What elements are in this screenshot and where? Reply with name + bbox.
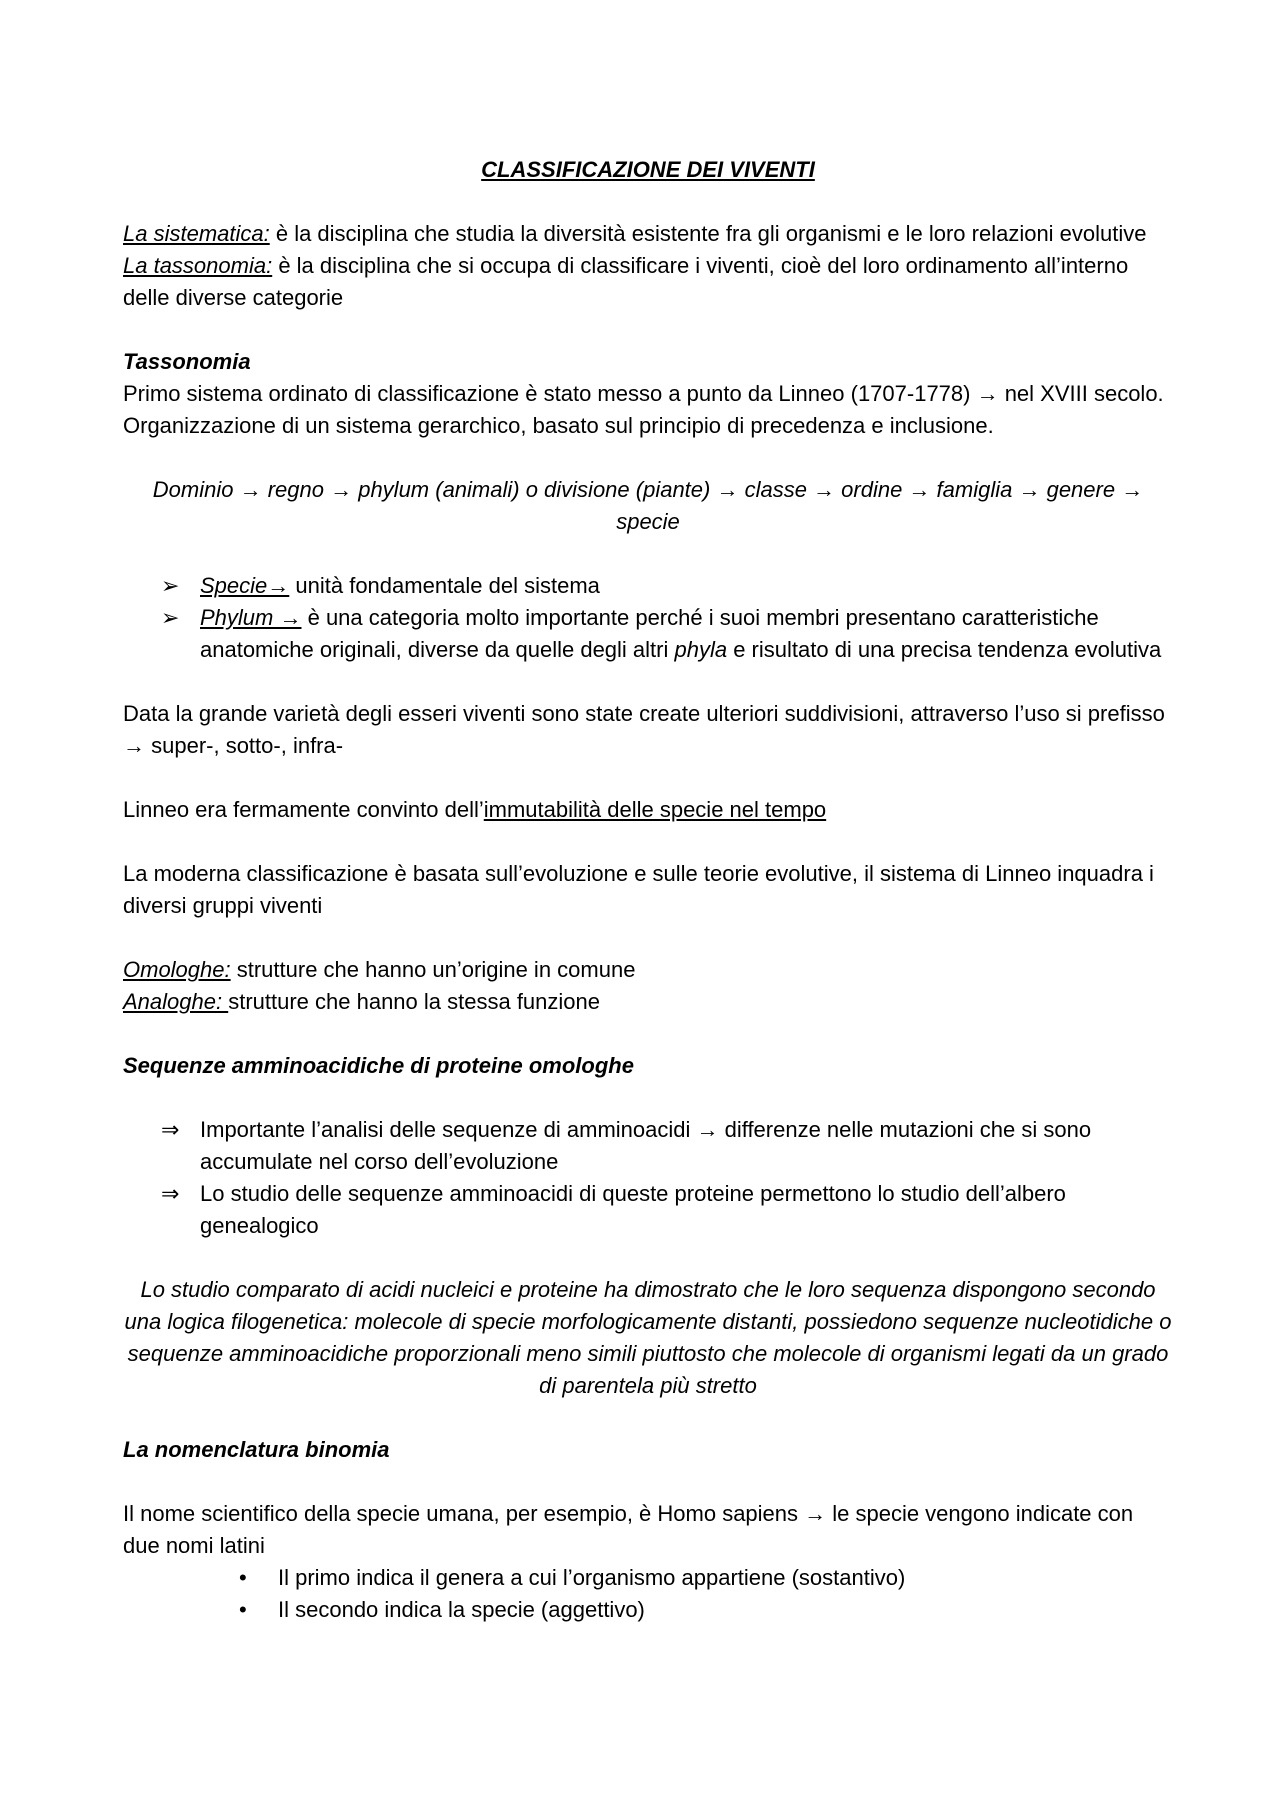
- phylum-text: è una categoria molto importante perché i suoi membri presentano caratteristiche anatomiche originali, diverse da quelle degli altri: [200, 605, 1099, 662]
- nomenclatura-list: [123, 1562, 1173, 1626]
- list-item-text: Lo studio delle sequenze amminoacidi di queste proteine permettono lo studio dell’albero genealogico: [200, 1181, 1066, 1238]
- phyla-word: phyla: [674, 637, 728, 662]
- analoghe-term: Analoghe:: [123, 989, 229, 1014]
- phylum-term: Phylum →: [200, 605, 302, 630]
- list-item-text: Il primo indica il genera a cui l’organismo appartiene (sostantivo): [278, 1565, 906, 1590]
- hierarchy-line: Dominio → regno → phylum (animali) o divisione (piante) → classe → ordine → famiglia → genere → specie: [152, 477, 1144, 534]
- analoghe-text: strutture che hanno la stessa funzione: [228, 989, 600, 1014]
- nomenclatura-paragraph: Il nome scientifico della specie umana, per esempio, è Homo sapiens → le specie vengono indicate con due nomi latini: [123, 1501, 1134, 1558]
- sistematica-definition: [123, 218, 1173, 250]
- nomenclatura-heading: La nomenclatura binomia: [123, 1437, 390, 1462]
- varieta-paragraph: Data la grande varietà degli esseri viventi sono state create ulteriori suddivisioni, attraverso l’uso si prefisso → super-, sotto-, infra-: [123, 701, 1165, 758]
- tassonomia-term: La tassonomia:: [123, 253, 273, 278]
- list-item: [123, 1114, 1173, 1178]
- taxonomy-bullets: [123, 570, 1173, 666]
- linneo-paragraph: [123, 794, 1173, 826]
- sequenze-heading: Sequenze amminoacidiche di proteine omologhe: [123, 1053, 634, 1078]
- analoghe-definition: [123, 986, 1173, 1018]
- list-item: [123, 570, 1173, 602]
- list-item: [123, 1178, 1173, 1242]
- bullet-dot-icon: •: [239, 1597, 247, 1622]
- arrow-bullet-icon: ➢: [161, 573, 180, 598]
- omologhe-text: strutture che hanno un’origine in comune: [230, 957, 636, 982]
- tassonomia-heading: Tassonomia: [123, 349, 251, 374]
- linneo-text: Linneo era fermamente convinto dell’: [123, 797, 484, 822]
- document-content: [123, 154, 1173, 1626]
- moderna-paragraph: La moderna classificazione è basata sull’evoluzione e sulle teorie evolutive, il sistema di Linneo inquadra i diversi gruppi viventi: [123, 861, 1154, 918]
- specie-term: Specie→: [200, 573, 290, 598]
- sequenze-quote: Lo studio comparato di acidi nucleici e proteine ha dimostrato che le loro sequenza dispongono secondo una logica filogenetica: molecole di specie morfologicamente distanti, possiedono sequenze nucleotidiche o sequenze amminoacidiche proporzionali meno simili piuttosto che molecole di organismi legati da un grado di parentela più stretto: [124, 1277, 1172, 1398]
- page-title: CLASSIFICAZIONE DEI VIVENTI: [481, 157, 815, 182]
- sequenze-list: [123, 1114, 1173, 1242]
- list-item-text: Importante l’analisi delle sequenze di amminoacidi → differenze nelle mutazioni che si sono accumulate nel corso dell’evoluzione: [200, 1117, 1092, 1174]
- list-item: [123, 1562, 1173, 1594]
- specie-text: unità fondamentale del sistema: [289, 573, 600, 598]
- sistematica-text: è la disciplina che studia la diversità esistente fra gli organismi e le loro relazioni evolutive: [269, 221, 1147, 246]
- linneo-underlined: immutabilità delle specie nel tempo: [483, 797, 827, 822]
- arrow-bullet-icon: ➢: [161, 605, 180, 630]
- sistematica-term: La sistematica:: [123, 221, 270, 246]
- implies-arrow-icon: ⇒: [161, 1181, 180, 1206]
- tassonomia-text: è la disciplina che si occupa di classificare i viventi, cioè del loro ordinamento all’interno delle diverse categorie: [123, 253, 1129, 310]
- implies-arrow-icon: ⇒: [161, 1117, 180, 1142]
- list-item-text: Il secondo indica la specie (aggettivo): [278, 1597, 645, 1622]
- phylum-text-end: e risultato di una precisa tendenza evolutiva: [727, 637, 1162, 662]
- list-item: [123, 1594, 1173, 1626]
- bullet-dot-icon: •: [239, 1565, 247, 1590]
- omologhe-definition: [123, 954, 1173, 986]
- omologhe-term: Omologhe:: [123, 957, 231, 982]
- tassonomia-paragraph: Primo sistema ordinato di classificazione è stato messo a punto da Linneo (1707-1778) → nel XVIII secolo. Organizzazione di un sistema gerarchico, basato sul principio di precedenza e inclusione.: [123, 381, 1164, 438]
- list-item: [123, 602, 1173, 666]
- tassonomia-definition: [123, 250, 1173, 314]
